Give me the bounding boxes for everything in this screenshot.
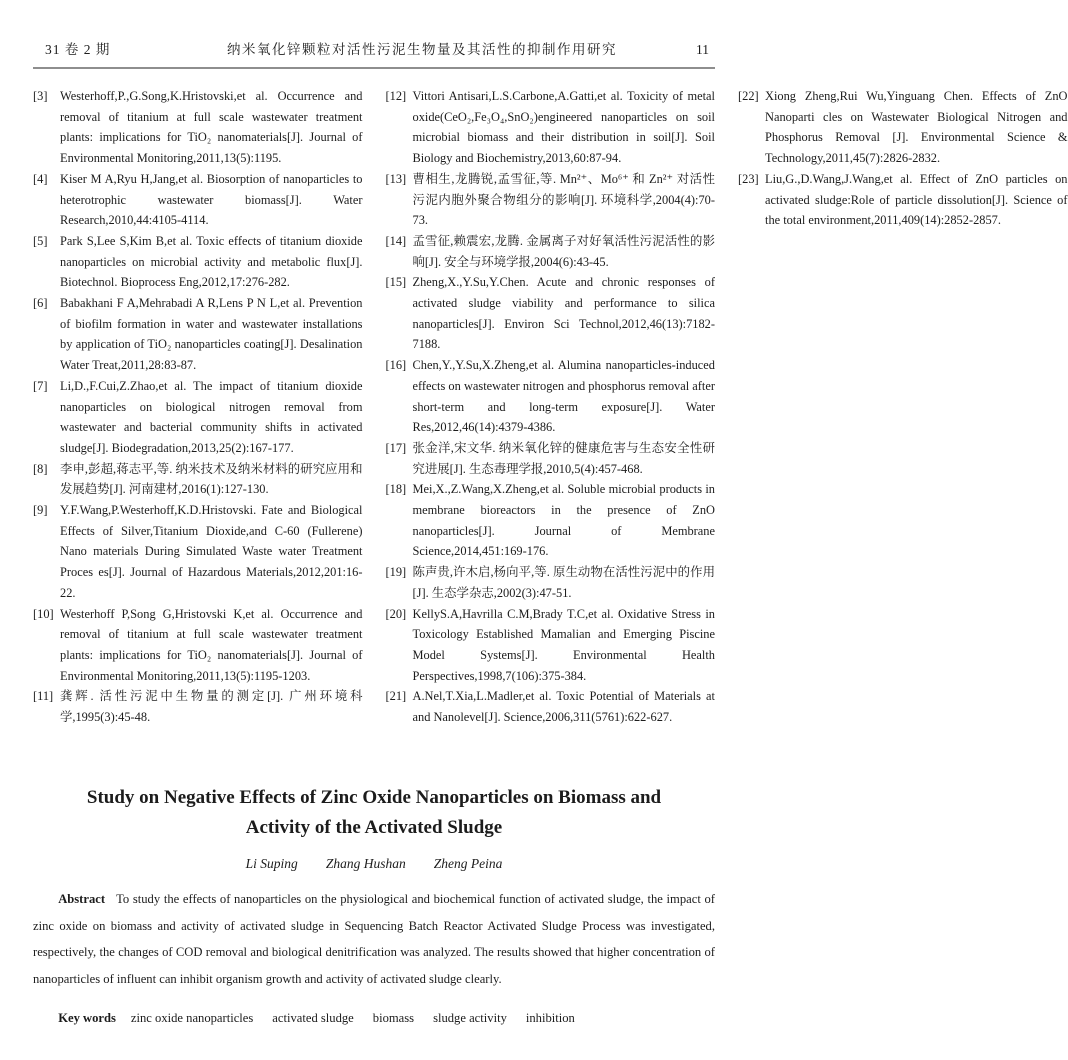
- reference-number: [9]: [33, 503, 48, 518]
- reference-text: Westerhoff P,Song G,Hristovski K,et al. Occurrence and removal of titanium at full scale wastewater treatment plants: implications for TiO₂ nanomaterials[J]. Journal of Environmental Monitoring,2011,13(5):1195-1203.: [60, 606, 363, 683]
- reference-number: [15]: [385, 275, 407, 290]
- abstract-label: Abstract: [58, 892, 106, 906]
- reference-number: [17]: [385, 440, 407, 455]
- reference-text: Zheng,X.,Y.Su,Y.Chen. Acute and chronic responses of activated sludge viability and performance to silica nanoparticles[J]. Environ Sci Technol,2012,46(13):7182-7188.: [412, 275, 715, 352]
- reference-text: Xiong Zheng,Rui Wu,Yinguang Chen. Effects of ZnO Nanoparti cles on Wastewater Biological Nitrogen and Phosphorus Removal [J]. Environmental Science & Technology,2011,45(7):2826-2832.: [765, 89, 1068, 166]
- reference-text: 李申,彭超,蒋志平,等. 纳米技术及纳米材料的研究应用和发展趋势[J]. 河南建材,2016(1):127-130.: [60, 461, 363, 497]
- reference-item: [386, 479, 716, 562]
- reference-text: Kiser M A,Ryu H,Jang,et al. Biosorption of nanoparticles to heterotrophic wastewater biomass[J]. Water Research,2010,44:4105-4114.: [60, 171, 363, 228]
- author-name: Zheng Peina: [433, 856, 503, 871]
- reference-number: [12]: [385, 89, 407, 103]
- reference-item: [33, 231, 363, 293]
- abstract-text: To study the effects of nanoparticles on the physiological and biochemical function of activated sludge, the impact of zinc oxide on biomass and activity of activated sludge in Sequencing Batch Reactor Activated Sludge Process was investigated, respectively, the changes of COD removal and biological denitrification was analyzed. The results showed that higher concentration of nanoparticles of influent can inhibit organism growth and activity of activated sludge clearly.: [33, 892, 715, 986]
- reference-number: [11]: [33, 689, 54, 704]
- reference-item: [33, 169, 363, 231]
- reference-item: [33, 86, 363, 169]
- abstract-paragraph: [33, 886, 715, 992]
- reference-item: [33, 293, 363, 376]
- reference-text: Babakhani F A,Mehrabadi A R,Lens P N L,et al. Prevention of biofilm formation in water and wastewater installations by application of TiO₂ nanoparticles coating[J]. Desalination Water Treat,2011,28:83-87.: [60, 296, 363, 373]
- reference-text: 陈声贵,许木启,杨向平,等. 原生动物在活性污泥中的作用[J]. 生态学杂志,2002(3):47-51.: [412, 565, 715, 600]
- reference-text: Mei,X.,Z.Wang,X.Zheng,et al. Soluble microbial products in membrane bioreactors in the presence of ZnO nanoparticles[J]. Journal of Membrane Science,2014,451:169-176.: [412, 482, 715, 559]
- reference-number: [10]: [33, 606, 54, 621]
- keywords-line: [33, 1005, 715, 1032]
- reference-number: [21]: [385, 689, 407, 704]
- reference-number: [23]: [738, 171, 759, 186]
- reference-number: [7]: [33, 378, 48, 393]
- reference-number: [20]: [385, 606, 407, 621]
- reference-item: [386, 272, 716, 355]
- reference-number: [5]: [33, 233, 48, 248]
- reference-number: [8]: [33, 461, 48, 476]
- reference-number: [3]: [33, 89, 48, 103]
- authors-line: [33, 856, 715, 872]
- reference-item: [33, 376, 363, 459]
- reference-item: [386, 86, 716, 169]
- reference-number: [4]: [33, 171, 48, 186]
- reference-number: [6]: [33, 296, 48, 311]
- reference-number: [13]: [385, 171, 407, 186]
- reference-text: Chen,Y.,Y.Su,X.Zheng,et al. Alumina nanoparticles-induced effects on wastewater nitrogen and phosphorus removal after short-term and long-term exposure[J]. Water Res,2012,46(14):4379-4386.: [412, 358, 715, 435]
- reference-text: Westerhoff,P.,G.Song,K.Hristovski,et al. Occurrence and removal of titanium at full scale wastewater treatment plants: implications for TiO₂ nanomaterials[J]. Journal of Environmental Monitoring,2011,13(5):1195.: [60, 89, 363, 166]
- keyword: inhibition: [525, 1010, 575, 1025]
- reference-text: Park S,Lee S,Kim B,et al. Toxic effects of titanium dioxide nanoparticles on microbial activity and metabolic flux[J]. Biotechnol. Bioprocess Eng,2012,17:276-282.: [60, 233, 363, 290]
- reference-text: 龚辉. 活性污泥中生物量的测定[J]. 广州环境科学,1995(3):45-48.: [60, 689, 363, 725]
- reference-number: [18]: [385, 482, 407, 497]
- reference-item: [386, 231, 716, 272]
- reference-item: [386, 355, 716, 438]
- reference-text: Vittori Antisari,L.S.Carbone,A.Gatti,et al. Toxicity of metal oxide(CeO₂,Fe₃O₄,SnO₂)engineered nanoparticles on soil microbial biomass and their distribution in soil[J]. Soil Biology and Biochemistry,2013,60:87-94.: [412, 89, 715, 166]
- running-title: 纳米氧化锌颗粒对活性污泥生物量及其活性的抑制作用研究: [227, 42, 617, 57]
- references-list: [33, 86, 1068, 762]
- reference-number: [14]: [385, 233, 407, 248]
- reference-text: 孟雪征,赖震宏,龙腾. 金属离子对好氧活性污泥活性的影响[J]. 安全与环境学报,2004(6):43-45.: [412, 233, 715, 269]
- reference-item: [33, 686, 363, 727]
- reference-text: 张金洋,宋文华. 纳米氧化锌的健康危害与生态安全性研究进展[J]. 生态毒理学报,2010,5(4):457-468.: [412, 440, 715, 476]
- reference-text: Li,D.,F.Cui,Z.Zhao,et al. The impact of titanium dioxide nanoparticles on biological nitrogen removal from wastewater and bacterial community shifts in activated sludge[J]. Biodegradation,2013,25(2):167-177.: [60, 378, 363, 455]
- reference-item: [33, 604, 363, 687]
- author-name: Li Suping: [245, 856, 298, 871]
- keyword: zinc oxide nanoparticles: [130, 1010, 254, 1025]
- keyword: biomass: [372, 1010, 415, 1025]
- reference-item: [386, 562, 716, 603]
- keyword: activated sludge: [272, 1010, 354, 1025]
- reference-item: [386, 169, 716, 231]
- reference-text: KellyS.A,Havrilla C.M,Brady T.C,et al. Oxidative Stress in Toxicology Established Mamalian and Emerging Piscine Model Systems[J]. Environmental Health Perspectives,1998,7(106):375-384.: [412, 606, 715, 683]
- reference-text: A.Nel,T.Xia,L.Madler,et al. Toxic Potential of Materials at and Nanolevel[J]. Science,2006,311(5761):622-627.: [412, 689, 715, 725]
- english-title: Study on Negative Effects of Zinc Oxide Nanoparticles on Biomass and Activity of the Activated Sludge: [86, 787, 662, 838]
- reference-number: [16]: [385, 358, 407, 373]
- reference-item: [386, 686, 716, 727]
- reference-item: [738, 169, 1068, 231]
- reference-text: Y.F.Wang,P.Westerhoff,K.D.Hristovski. Fate and Biological Effects of Silver,Titanium Dioxide,and C-60 (Fullerene) Nano materials During Simulated Waste water Treatment Proces es[J]. Journal of Hazardous Materials,2012,201:16-22.: [60, 503, 363, 600]
- reference-text: 曹相生,龙腾锐,孟雪征,等. Mn²⁺、Mo⁶⁺ 和 Zn²⁺ 对活性污泥内胞外聚合物组分的影响[J]. 环境科学,2004(4):70-73.: [412, 171, 715, 228]
- keyword: sludge activity: [433, 1010, 507, 1025]
- reference-item: [33, 500, 363, 604]
- header-rule: [33, 67, 715, 69]
- author-name: Zhang Hushan: [325, 856, 406, 871]
- reference-number: [19]: [385, 565, 407, 580]
- reference-item: [33, 459, 363, 500]
- reference-item: [386, 438, 716, 479]
- running-header: [33, 38, 715, 64]
- keywords-label: Key words: [58, 1010, 116, 1025]
- page-number: 11: [696, 42, 709, 57]
- reference-item: [738, 86, 1068, 169]
- reference-item: [386, 604, 716, 687]
- reference-text: Liu,G.,D.Wang,J.Wang,et al. Effect of ZnO particles on activated sludge:Role of particle dissolution[J]. Science of the total environment,2011,409(14):2852-2857.: [765, 171, 1068, 228]
- journal-issue: 31 卷 2 期: [45, 42, 111, 57]
- keywords-items: [131, 1011, 594, 1025]
- reference-number: [22]: [738, 89, 759, 103]
